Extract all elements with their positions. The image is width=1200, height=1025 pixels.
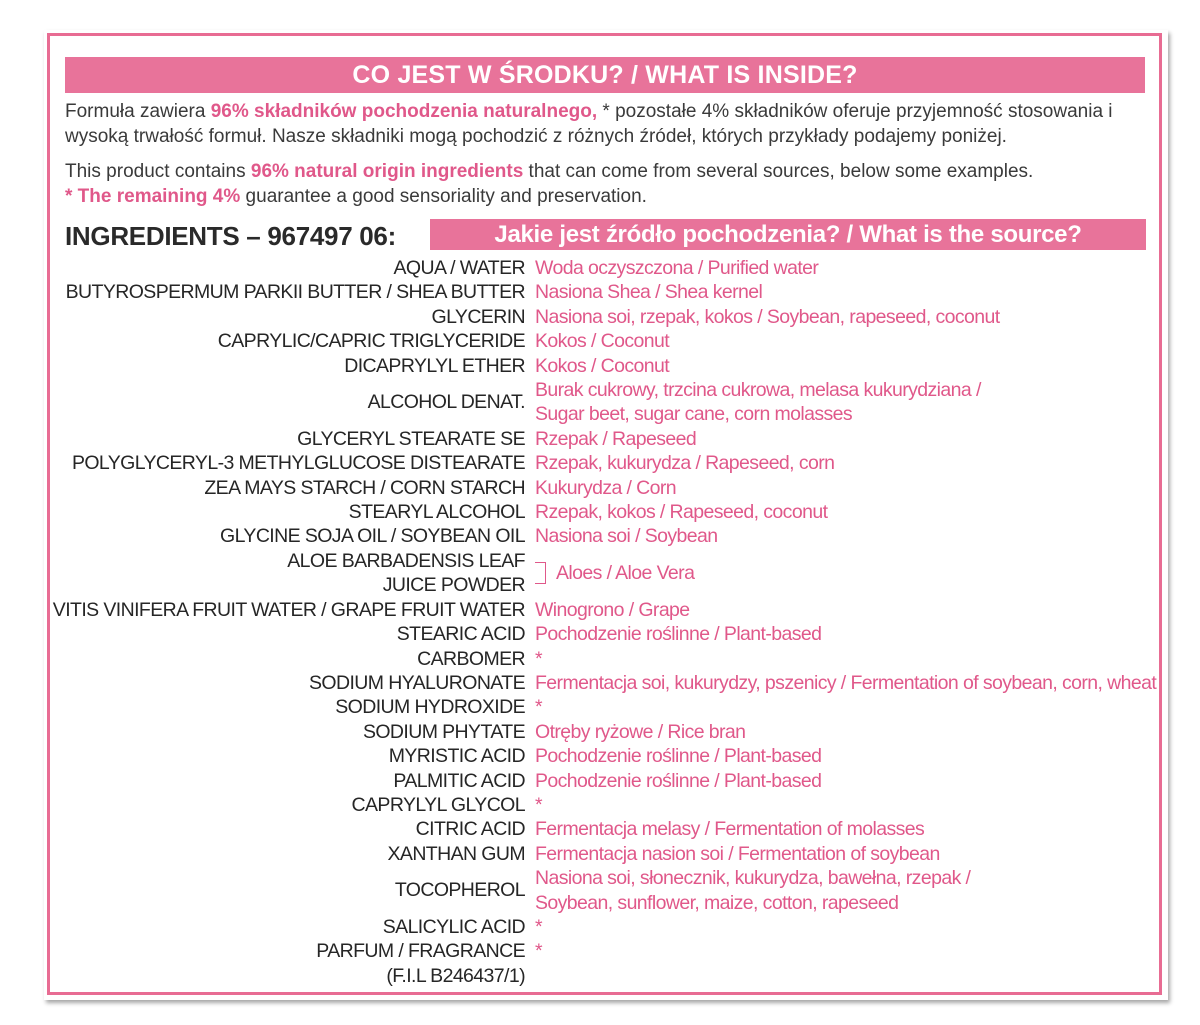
bracket-mark	[535, 562, 546, 584]
table-row	[0, 842, 1200, 866]
ingredients-table	[0, 256, 1200, 988]
ingredient-name: SALICYLIC ACID	[382, 915, 525, 938]
ingredient-source: Kokos / Coconut	[535, 330, 670, 353]
table-row	[0, 451, 1200, 475]
table-row	[0, 744, 1200, 768]
ingredient-source: Fermentacja nasion soi / Fermentation of soybean	[535, 842, 940, 865]
ingredient-name: GLYCERIN	[431, 305, 525, 328]
ingredient-source: Rzepak, kukurydza / Rapeseed, corn	[535, 452, 835, 475]
ingredient-name: CITRIC ACID	[415, 818, 525, 841]
ingredient-source-line1: Burak cukrowy, trzcina cukrowa, melasa kukurydziana /	[535, 379, 981, 402]
ingredient-name-line2: JUICE POWDER	[382, 574, 525, 597]
ingredient-name: XANTHAN GUM	[387, 842, 525, 865]
ingredient-source: Rzepak / Rapeseed	[535, 427, 697, 450]
source-heading: Jakie jest źródło pochodzenia? / What is the source?	[430, 219, 1146, 250]
ingredient-name: PARFUM / FRAGRANCE	[316, 940, 525, 963]
table-row	[0, 866, 1200, 915]
ingredient-source: Rzepak, kokos / Rapeseed, coconut	[535, 501, 828, 524]
ingredient-name: POLYGLYCERYL-3 METHYLGLUCOSE DISTEARATE	[71, 452, 525, 475]
table-row	[0, 647, 1200, 671]
table-row	[0, 671, 1200, 695]
section-banner: CO JEST W ŚRODKU? / WHAT IS INSIDE?	[65, 57, 1145, 93]
table-row	[0, 500, 1200, 524]
ingredient-source: Fermentacja soi, kukurydzy, pszenicy / Fermentation of soybean, corn, wheat	[535, 671, 1157, 694]
ingredient-name: SODIUM HYALURONATE	[308, 671, 525, 694]
ingredient-source: Nasiona Shea / Shea kernel	[535, 281, 763, 304]
ingredient-source: *	[535, 647, 542, 670]
table-row	[0, 305, 1200, 329]
ingredient-source: Woda oczyszczona / Purified water	[535, 257, 819, 279]
table-row	[0, 476, 1200, 500]
ingredient-name: MYRISTIC ACID	[388, 745, 525, 768]
ingredient-name: BUTYROSPERMUM PARKII BUTTER / SHEA BUTTER	[65, 281, 525, 304]
table-row	[0, 793, 1200, 817]
ingredient-name: PALMITIC ACID	[393, 769, 525, 792]
ingredient-source	[535, 378, 1200, 427]
table-row	[0, 964, 1200, 988]
ingredient-source: Pochodzenie roślinne / Plant-based	[535, 623, 822, 646]
ingredient-source: Kokos / Coconut	[535, 354, 670, 377]
ingredient-name: AQUA / WATER	[393, 257, 525, 279]
ingredient-name: VITIS VINIFERA FRUIT WATER / GRAPE FRUIT WATER	[52, 598, 525, 621]
ingredient-source: *	[535, 915, 542, 938]
ingredients-heading: INGREDIENTS – 967497 06:	[65, 221, 396, 251]
table-row	[0, 524, 1200, 548]
table-row	[0, 549, 1200, 598]
english-intro	[65, 159, 1155, 209]
ingredient-source-line1: Nasiona soi, słonecznik, kukurydza, bawełna, rzepak /	[535, 867, 971, 890]
ingredient-source: Winogrono / Grape	[535, 598, 690, 621]
polish-intro-c: * pozostałe 4% składników oferuje przyjemność stosowania i wysoką trwałość formuł. Nasze składniki mogą pochodzić z różnych źródeł, których przykłady podajemy poniżej.	[65, 101, 1113, 147]
ingredient-name: CAPRYLIC/CAPRIC TRIGLYCERIDE	[217, 330, 525, 353]
ingredient-name: CAPRYLYL GLYCOL	[351, 793, 525, 816]
table-row	[0, 720, 1200, 744]
table-row	[0, 354, 1200, 378]
table-row	[0, 256, 1200, 280]
table-row	[0, 622, 1200, 646]
polish-intro	[65, 99, 1155, 149]
ingredient-source-line2: Soybean, sunflower, maize, cotton, rapeseed	[535, 891, 899, 914]
ingredient-source: Nasiona soi / Soybean	[535, 525, 718, 548]
ingredient-source	[535, 561, 1200, 585]
ingredient-source: Pochodzenie roślinne / Plant-based	[535, 745, 822, 768]
ingredient-source: *	[535, 940, 542, 963]
table-row	[0, 329, 1200, 353]
english-intro-e: guarantee a good sensoriality and preservation.	[240, 186, 647, 207]
ingredient-name: GLYCINE SOJA OIL / SOYBEAN OIL	[220, 525, 525, 548]
table-row	[0, 817, 1200, 841]
ingredient-source: *	[535, 793, 542, 816]
ingredient-name: SODIUM HYDROXIDE	[335, 696, 525, 719]
english-remaining-highlight: * The remaining 4%	[65, 186, 241, 207]
table-row	[0, 427, 1200, 451]
ingredient-source: Kukurydza / Corn	[535, 476, 677, 499]
polish-intro-a: Formuła zawiera	[65, 101, 211, 122]
ingredient-name: SODIUM PHYTATE	[362, 720, 525, 743]
ingredient-source: *	[535, 696, 542, 719]
ingredient-name: STEARIC ACID	[396, 623, 525, 646]
ingredient-name	[0, 549, 535, 598]
ingredient-source-line2: Sugar beet, sugar cane, corn molasses	[535, 403, 853, 426]
ingredient-name: ZEA MAYS STARCH / CORN STARCH	[204, 476, 525, 499]
ingredient-name: ALCOHOL DENAT.	[367, 391, 525, 414]
english-intro-highlight: 96% natural origin ingredients	[250, 161, 524, 182]
ingredient-source: Otręby ryżowe / Rice bran	[535, 720, 746, 743]
polish-intro-highlight: 96% składników pochodzenia naturalnego,	[210, 101, 598, 122]
ingredient-source: Pochodzenie roślinne / Plant-based	[535, 769, 822, 792]
ingredient-name-line1: ALOE BARBADENSIS LEAF	[287, 549, 525, 572]
table-row	[0, 915, 1200, 939]
table-row	[0, 378, 1200, 427]
table-row	[0, 939, 1200, 963]
table-row	[0, 769, 1200, 793]
english-intro-a: This product contains	[65, 161, 251, 182]
ingredient-source: Fermentacja melasy / Fermentation of molasses	[535, 818, 925, 841]
table-row	[0, 598, 1200, 622]
formula-code: (F.I.L B246437/1)	[386, 964, 525, 987]
ingredient-source-text: Aloes / Aloe Vera	[556, 562, 695, 585]
ingredient-name: CARBOMER	[417, 647, 525, 670]
ingredient-name: DICAPRYLYL ETHER	[344, 354, 525, 377]
ingredient-source	[535, 866, 1200, 915]
ingredient-name: TOCOPHEROL	[394, 879, 525, 902]
ingredient-source: Nasiona soi, rzepak, kokos / Soybean, rapeseed, coconut	[535, 305, 1000, 328]
ingredient-name: STEARYL ALCOHOL	[348, 501, 525, 524]
table-row	[0, 695, 1200, 719]
ingredient-name: GLYCERYL STEARATE SE	[297, 427, 525, 450]
table-row	[0, 280, 1200, 304]
english-intro-c: that can come from several sources, below some examples.	[523, 161, 1034, 182]
